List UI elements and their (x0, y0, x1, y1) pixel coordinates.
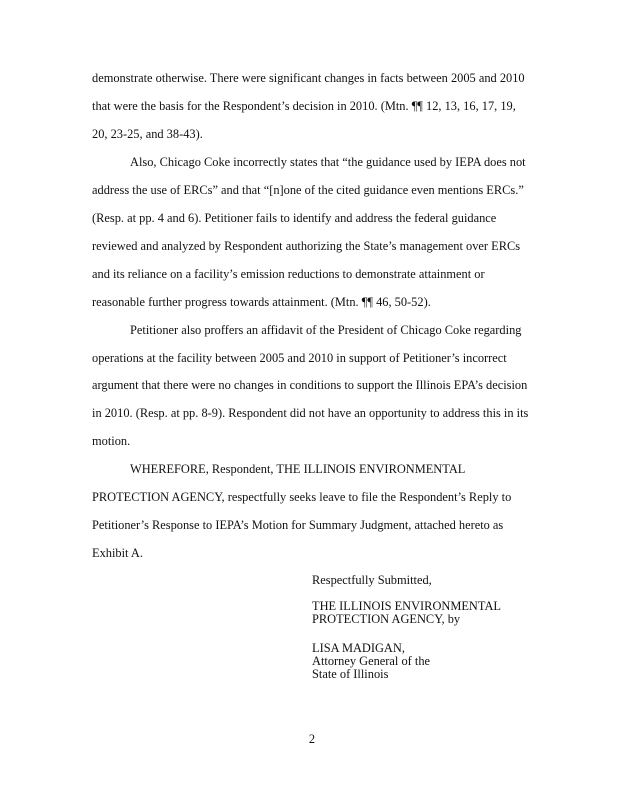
body-line: that were the basis for the Respondent’s decision in 2010. (Mtn. ¶¶ 12, 13, 16, 17, 19, (92, 99, 516, 113)
body-line: operations at the facility between 2005 and 2010 in support of Petitioner’s incorrect (92, 351, 507, 365)
body-line: Also, Chicago Coke incorrectly states that “the guidance used by IEPA does not (130, 155, 526, 169)
body-line: Petitioner’s Response to IEPA’s Motion for Summary Judgment, attached hereto as (92, 518, 504, 532)
body-line: PROTECTION AGENCY, respectfully seeks leave to file the Respondent’s Reply to (92, 490, 512, 504)
signature-agency-line2: PROTECTION AGENCY, by (312, 612, 461, 626)
page-number: 2 (308, 732, 316, 746)
signature-agency-line1: THE ILLINOIS ENVIRONMENTAL (312, 599, 501, 613)
body-line: argument that there were no changes in conditions to support the Illinois EPA’s decision (92, 378, 528, 392)
body-line: Petitioner also proffers an affidavit of the President of Chicago Coke regarding (130, 323, 522, 337)
body-line: Exhibit A. (92, 546, 143, 560)
body-line: reasonable further progress towards attainment. (Mtn. ¶¶ 46, 50-52). (92, 295, 431, 309)
signature-title2: State of Illinois (312, 667, 389, 681)
body-line: demonstrate otherwise. There were significant changes in facts between 2005 and 2010 (92, 71, 525, 85)
body-line: 20, 23-25, and 38-43). (92, 127, 203, 141)
body-line: reviewed and analyzed by Respondent authorizing the State’s management over ERCs (92, 239, 521, 253)
signature-title1: Attorney General of the (312, 654, 431, 668)
signature-name: LISA MADIGAN, (312, 641, 405, 655)
body-line: WHEREFORE, Respondent, THE ILLINOIS ENVIRONMENTAL (130, 462, 466, 476)
body-line: (Resp. at pp. 4 and 6). Petitioner fails to identify and address the federal guidance (92, 211, 497, 225)
signature-closing: Respectfully Submitted, (312, 573, 432, 587)
body-line: in 2010. (Resp. at pp. 8-9). Respondent did not have an opportunity to address this in its (92, 406, 529, 420)
body-line: address the use of ERCs” and that “[n]one of the cited guidance even mentions ERCs.” (92, 183, 524, 197)
body-line: motion. (92, 434, 131, 448)
body-line: and its reliance on a facility’s emission reductions to demonstrate attainment or (92, 267, 485, 281)
